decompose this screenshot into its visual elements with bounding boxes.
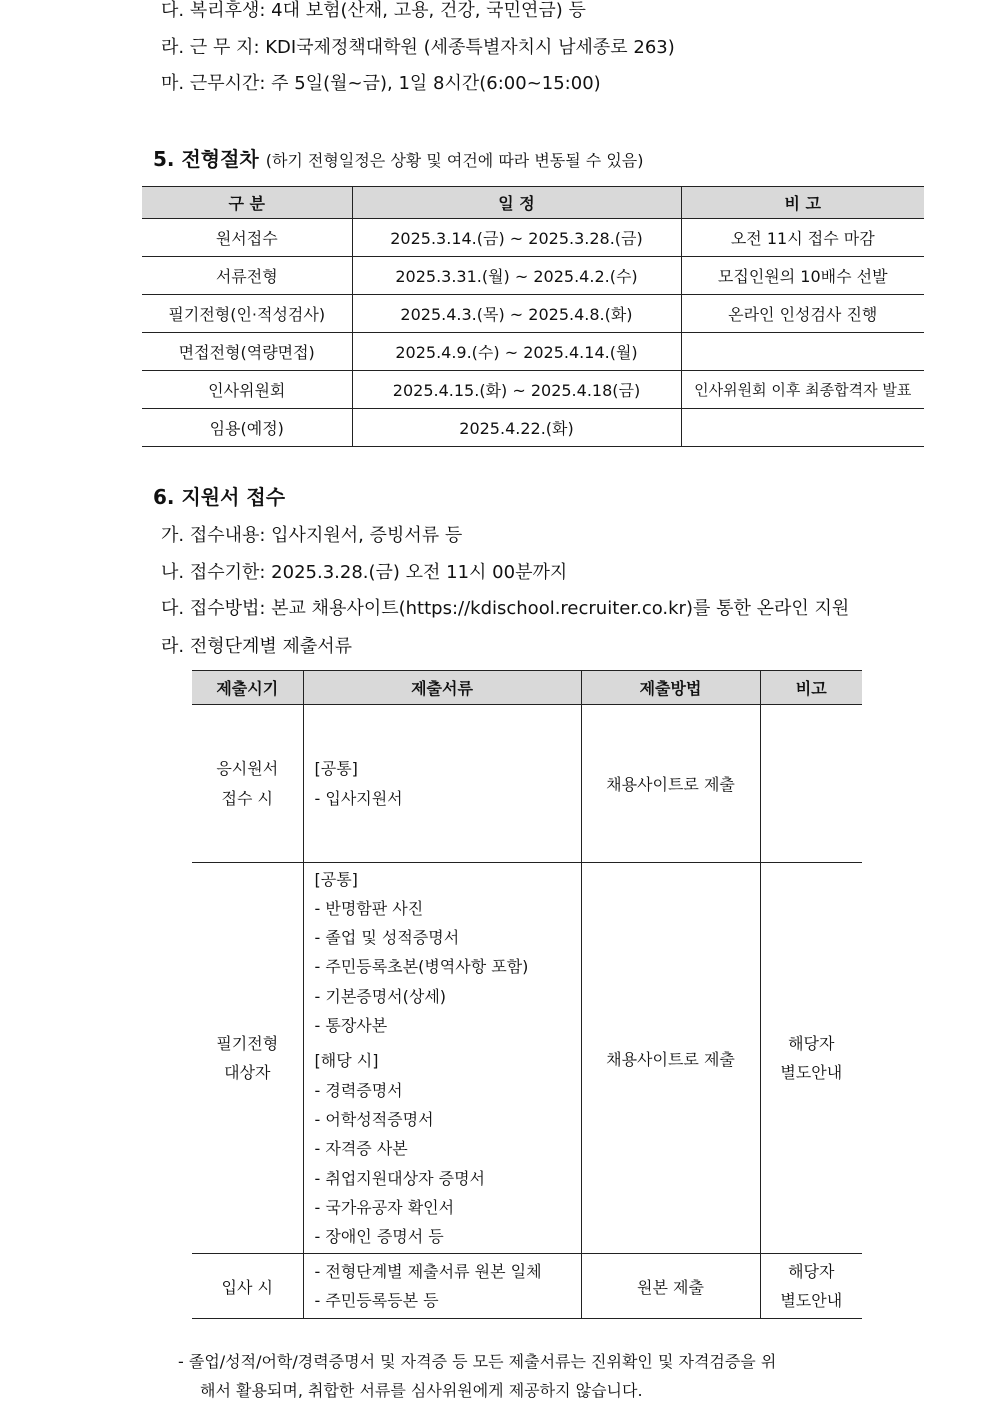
table-row (142, 371, 924, 409)
note-line: 해당자 (788, 1261, 835, 1281)
table-row (192, 1254, 862, 1319)
schedule-cell-note (681, 333, 924, 371)
document-line: [해당 시] (314, 1051, 379, 1071)
document-line: [공통] (314, 759, 358, 779)
section-5-note: (하기 전형일정은 상황 및 여건에 따라 변동될 수 있음) (265, 151, 644, 170)
schedule-cell-note (681, 409, 924, 447)
schedule-cell-note: 온라인 인성검사 진행 (681, 295, 924, 333)
document-line: - 입사지원서 (314, 788, 403, 808)
list-item-deadline: 나. 접수기한: 2025.3.28.(금) 오전 11시 00분까지 (161, 562, 568, 583)
schedule-cell-stage: 임용(예정) (142, 409, 352, 447)
schedule-cell-date: 2025.3.14.(금) ~ 2025.3.28.(금) (352, 219, 681, 257)
footnote-line: - 졸업/성적/어학/경력증명서 및 자격증 등 모든 제출서류는 진위확인 및 자격검증을 위 (178, 1352, 777, 1371)
document-line: - 전형단계별 제출서류 원본 일체 (314, 1261, 542, 1281)
list-item-workplace: 라. 근 무 지: KDI국제정책대학원 (세종특별자치시 남세종로 263) (161, 37, 675, 58)
documents-cell-method: 채용사이트로 제출 (581, 863, 760, 1254)
section-5-title: 5. 전형절차 (153, 147, 259, 171)
documents-cell-method: 원본 제출 (581, 1254, 760, 1319)
schedule-cell-stage: 원서접수 (142, 219, 352, 257)
documents-cell-method: 채용사이트로 제출 (581, 705, 760, 863)
table-row (142, 295, 924, 333)
schedule-cell-stage: 면접전형(역량면접) (142, 333, 352, 371)
schedule-header-note: 비 고 (681, 187, 924, 219)
table-row (142, 257, 924, 295)
schedule-cell-note: 오전 11시 접수 마감 (681, 219, 924, 257)
documents-cell-note (760, 863, 862, 1254)
schedule-cell-date: 2025.4.15.(화) ~ 2025.4.18(금) (352, 371, 681, 409)
schedule-cell-date: 2025.3.31.(월) ~ 2025.4.2.(수) (352, 257, 681, 295)
schedule-cell-date: 2025.4.9.(수) ~ 2025.4.14.(월) (352, 333, 681, 371)
documents-cell-note (760, 705, 862, 863)
note-line: 별도안내 (780, 1291, 843, 1310)
list-item-benefits: 다. 복리후생: 4대 보험(산재, 고용, 건강, 국민연금) 등 (161, 0, 586, 21)
table-row (142, 333, 924, 371)
section-6-title: 6. 지원서 접수 (153, 485, 286, 509)
document-line: - 주민등록등본 등 (314, 1291, 439, 1310)
schedule-cell-note: 인사위원회 이후 최종합격자 발표 (681, 371, 924, 409)
document-line: - 기본증명서(상세) (314, 986, 447, 1006)
table-row (142, 409, 924, 447)
documents-cell-timing (192, 863, 303, 1254)
table-row (142, 219, 924, 257)
documents-cell-note (760, 1254, 862, 1319)
schedule-cell-date: 2025.4.22.(화) (352, 409, 681, 447)
documents-table (192, 670, 862, 1319)
documents-cell-timing: 입사 시 (192, 1254, 303, 1319)
timing-line: 대상자 (224, 1063, 271, 1082)
list-item-method: 다. 접수방법: 본교 채용사이트(https://kdischool.recruiter.co.kr)를 통한 온라인 지원 (161, 598, 850, 619)
schedule-cell-note: 모집인원의 10배수 선발 (681, 257, 924, 295)
timing-line: 필기전형 (216, 1033, 279, 1053)
table-row (192, 863, 862, 1254)
schedule-cell-stage: 인사위원회 (142, 371, 352, 409)
list-item-documents: 라. 전형단계별 제출서류 (161, 636, 353, 657)
documents-cell-timing (192, 705, 303, 863)
schedule-header-category: 구 분 (142, 187, 352, 219)
documents-header-note: 비고 (760, 671, 862, 705)
schedule-header-date: 일 정 (352, 187, 681, 219)
list-item-work-hours: 마. 근무시간: 주 5일(월~금), 1일 8시간(6:00~15:00) (161, 73, 601, 94)
document-line: - 반명함판 사진 (314, 898, 424, 918)
schedule-cell-stage: 서류전형 (142, 257, 352, 295)
note-line: 해당자 (788, 1033, 835, 1053)
list-item-contents: 가. 접수내용: 입사지원서, 증빙서류 등 (161, 525, 463, 546)
schedule-cell-date: 2025.4.3.(목) ~ 2025.4.8.(화) (352, 295, 681, 333)
documents-header-method: 제출방법 (581, 671, 760, 705)
document-line: - 취업지원대상자 증명서 (314, 1168, 486, 1188)
document-line: - 장애인 증명서 등 (314, 1227, 444, 1247)
document-line: - 국가유공자 확인서 (314, 1197, 455, 1217)
documents-header-timing: 제출시기 (192, 671, 303, 705)
document-line: - 졸업 및 성적증명서 (314, 928, 460, 948)
document-line: - 주민등록초본(병역사항 포함) (314, 957, 529, 977)
document-line: [공통] (314, 869, 358, 889)
schedule-header-row (142, 187, 924, 219)
section-5-heading (153, 146, 643, 174)
table-row (192, 705, 862, 863)
timing-line: 응시원서 (216, 759, 279, 779)
documents-cell-list (303, 863, 581, 1254)
documents-header-row (192, 671, 862, 705)
documents-header-documents: 제출서류 (303, 671, 581, 705)
schedule-cell-stage: 필기전형(인·적성검사) (142, 295, 352, 333)
footnote (178, 1347, 858, 1405)
documents-cell-list (303, 705, 581, 863)
document-line: - 자격증 사본 (314, 1139, 408, 1159)
document-line: - 통장사본 (314, 1016, 388, 1036)
footnote-line: 해서 활용되며, 취합한 서류를 심사위원에게 제공하지 않습니다. (200, 1381, 643, 1400)
schedule-table (142, 186, 924, 447)
documents-cell-list (303, 1254, 581, 1319)
document-line: - 어학성적증명서 (314, 1109, 434, 1129)
note-line: 별도안내 (780, 1063, 843, 1082)
timing-line: 접수 시 (221, 788, 273, 808)
document-line: - 경력증명서 (314, 1080, 403, 1100)
